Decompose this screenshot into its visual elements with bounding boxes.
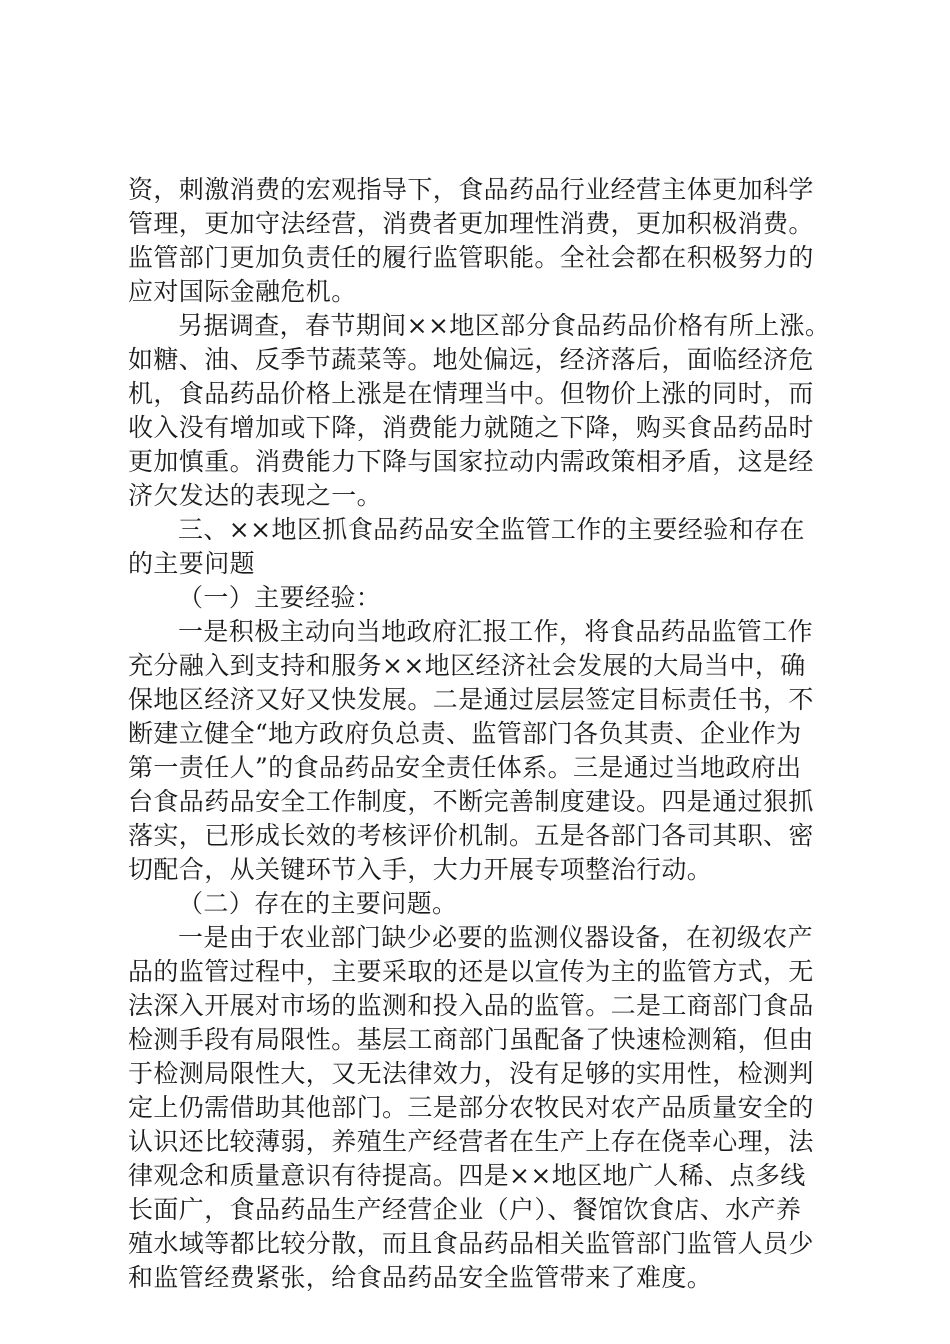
text-line: 监管部门更加负责任的履行监管职能。全社会都在积极努力的 [128,243,814,272]
text-line: 管理，更加守法经营，消费者更加理性消费，更加积极消费。 [128,209,814,238]
text-line: 第一责任人”的食品药品安全责任体系。三是通过当地政府出 [128,753,802,782]
section-heading-continued: 的主要问题 [128,549,256,578]
section-heading: 三、××地区抓食品药品安全监管工作的主要经验和存在 [178,515,805,544]
text-line: 定上仍需借助其他部门。三是部分农牧民对农产品质量安全的 [128,1093,814,1122]
paragraph-first-line: 另据调查，春节期间××地区部分食品药品价格有所上涨。 [178,311,831,340]
text-line: 充分融入到支持和服务××地区经济社会发展的大局当中，确 [128,651,806,680]
text-line: 长面广，食品药品生产经营企业（户）、餐馆饮食店、水产养 [128,1195,802,1224]
text-line: 和监管经费紧张，给食品药品安全监管带来了难度。 [128,1263,713,1292]
text-line: 如糖、油、反季节蔬菜等。地处偏远，经济落后，面临经济危 [128,345,814,374]
text-line: 落实，已形成长效的考核评价机制。五是各部门各司其职、密 [128,821,814,850]
text-line: 于检测局限性大，又无法律效力，没有足够的实用性，检测判 [128,1059,814,1088]
text-line: 机，食品药品价格上涨是在情理当中。但物价上涨的同时，而 [128,379,814,408]
text-line: 切配合，从关键环节入手，大力开展专项整治行动。 [128,855,713,884]
subsection-heading: （二）存在的主要问题。 [178,889,458,918]
text-line: 应对国际金融危机。 [128,277,357,306]
subsection-heading: （一）主要经验： [178,583,382,612]
text-line: 律观念和质量意识有待提高。四是××地区地广人稀、点多线 [128,1161,806,1190]
text-line: 收入没有增加或下降，消费能力就随之下降，购买食品药品时 [128,413,814,442]
text-line: 检测手段有局限性。基层工商部门虽配备了快速检测箱，但由 [128,1025,814,1054]
text-line: 台食品药品安全工作制度，不断完善制度建设。四是通过狠抓 [128,787,814,816]
text-line: 资，刺激消费的宏观指导下，食品药品行业经营主体更加科学 [128,175,814,204]
text-line: 保地区经济又好又快发展。二是通过层层签定目标责任书，不 [128,685,814,714]
text-line: 断建立健全“地方政府负总责、监管部门各负其责、企业作为 [128,719,802,748]
paragraph-first-line: 一是积极主动向当地政府汇报工作，将食品药品监管工作 [178,617,814,646]
text-line: 殖水域等都比较分散，而且食品药品相关监管部门监管人员少 [128,1229,814,1258]
text-line: 法深入开展对市场的监测和投入品的监管。二是工商部门食品 [128,991,814,1020]
text-line: 认识还比较薄弱，养殖生产经营者在生产上存在侥幸心理，法 [128,1127,814,1156]
text-line: 更加慎重。消费能力下降与国家拉动内需政策相矛盾，这是经 [128,447,814,476]
paragraph-first-line: 一是由于农业部门缺少必要的监测仪器设备，在初级农产 [178,923,814,952]
text-line: 济欠发达的表现之一。 [128,481,383,510]
text-line: 品的监管过程中，主要采取的还是以宣传为主的监管方式，无 [128,957,814,986]
